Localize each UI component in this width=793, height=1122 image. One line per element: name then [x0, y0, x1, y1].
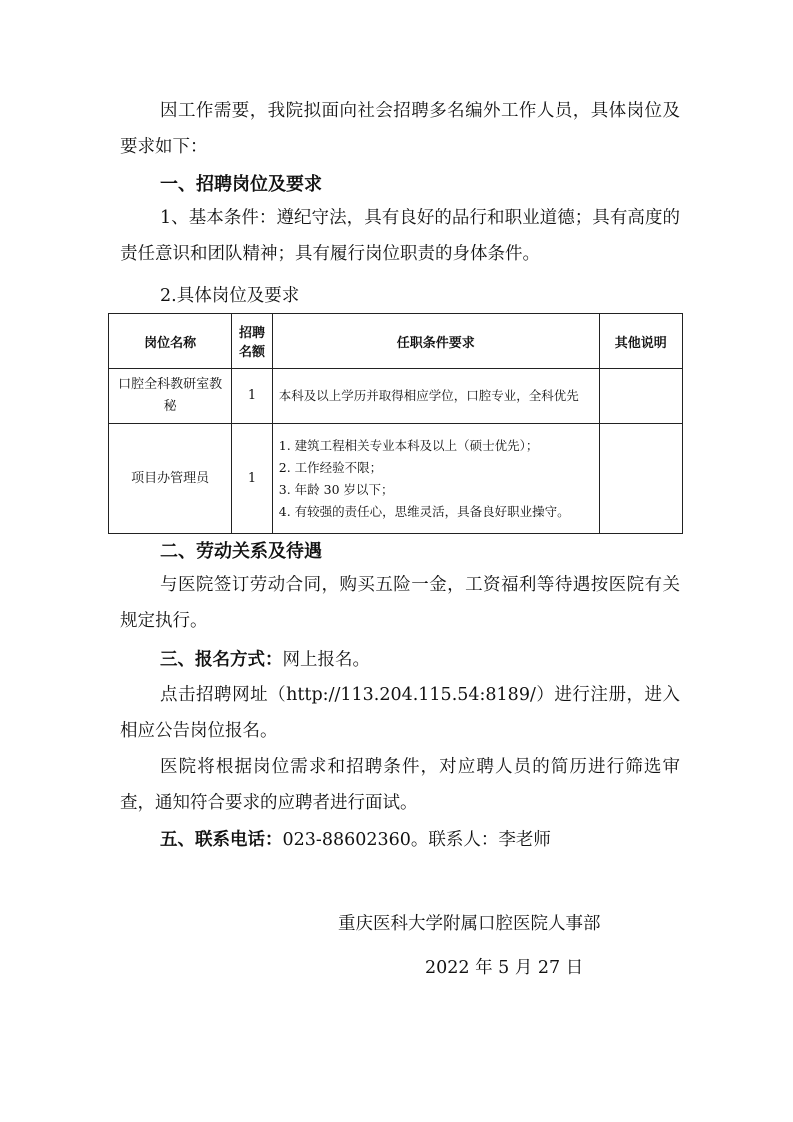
cell-other-notes — [599, 369, 682, 424]
registration-url-paragraph: 点击招聘网址（http://113.204.115.54:8189/）进行注册，进入相应公告岗位报名。 — [120, 685, 680, 741]
section3-line — [160, 646, 370, 671]
labor-relations-paragraph: 与医院签订劳动合同，购买五险一金，工资福利等待遇按医院有关规定执行。 — [120, 575, 680, 631]
cell-position-name: 口腔全科教研室教秘 — [109, 369, 232, 424]
intro-paragraph: 因工作需要，我院拟面向社会招聘多名编外工作人员，具体岗位及要求如下： — [120, 101, 680, 157]
basic-requirements-paragraph: 1、基本条件：遵纪守法，具有良好的品行和职业道德；具有高度的责任意识和团队精神；具有履行岗位职责的身体条件。 — [120, 208, 680, 264]
requirement-line: 本科及以上学历并取得相应学位，口腔专业，全科优先 — [278, 388, 579, 403]
signature-organization: 重庆医科大学附属口腔医院人事部 — [338, 914, 601, 934]
position-requirements-subheading: 2.具体岗位及要求 — [160, 286, 300, 306]
registration-method: 网上报名。 — [282, 650, 370, 670]
cell-count: 1 — [232, 369, 273, 424]
table-row — [109, 424, 683, 534]
requirement-line: 2. 工作经验不限； — [278, 459, 383, 475]
cell-requirements — [272, 369, 599, 424]
positions-table — [108, 313, 683, 534]
table-header-row — [109, 314, 683, 369]
cell-count: 1 — [232, 424, 273, 534]
header-count: 招聘名额 — [232, 314, 273, 369]
cell-position-name: 项目办管理员 — [109, 424, 232, 534]
table-row — [109, 369, 683, 424]
section5-line — [160, 826, 551, 851]
header-requirements: 任职条件要求 — [272, 314, 599, 369]
header-position-name: 岗位名称 — [109, 314, 232, 369]
requirement-line: 1. 建筑工程相关专业本科及以上（硕士优先）； — [278, 437, 539, 453]
contact-info: 023-88602360。联系人：李老师 — [282, 830, 551, 850]
section2-heading: 二、劳动关系及待遇 — [160, 541, 322, 562]
cell-other-notes — [599, 424, 682, 534]
section5-heading: 五、联系电话： — [160, 830, 283, 850]
section3-heading: 三、报名方式： — [160, 650, 283, 670]
cell-requirements — [272, 424, 599, 534]
requirement-line: 3. 年龄 30 岁以下； — [278, 481, 394, 497]
header-other-notes: 其他说明 — [599, 314, 682, 369]
signature-date: 2022 年 5 月 27 日 — [425, 958, 584, 978]
screening-paragraph: 医院将根据岗位需求和招聘条件，对应聘人员的简历进行筛选审查，通知符合要求的应聘者进行面试。 — [120, 757, 680, 813]
requirement-line: 4. 有较强的责任心，思维灵活，具备良好职业操守。 — [278, 503, 570, 519]
section1-heading: 一、招聘岗位及要求 — [160, 174, 322, 195]
